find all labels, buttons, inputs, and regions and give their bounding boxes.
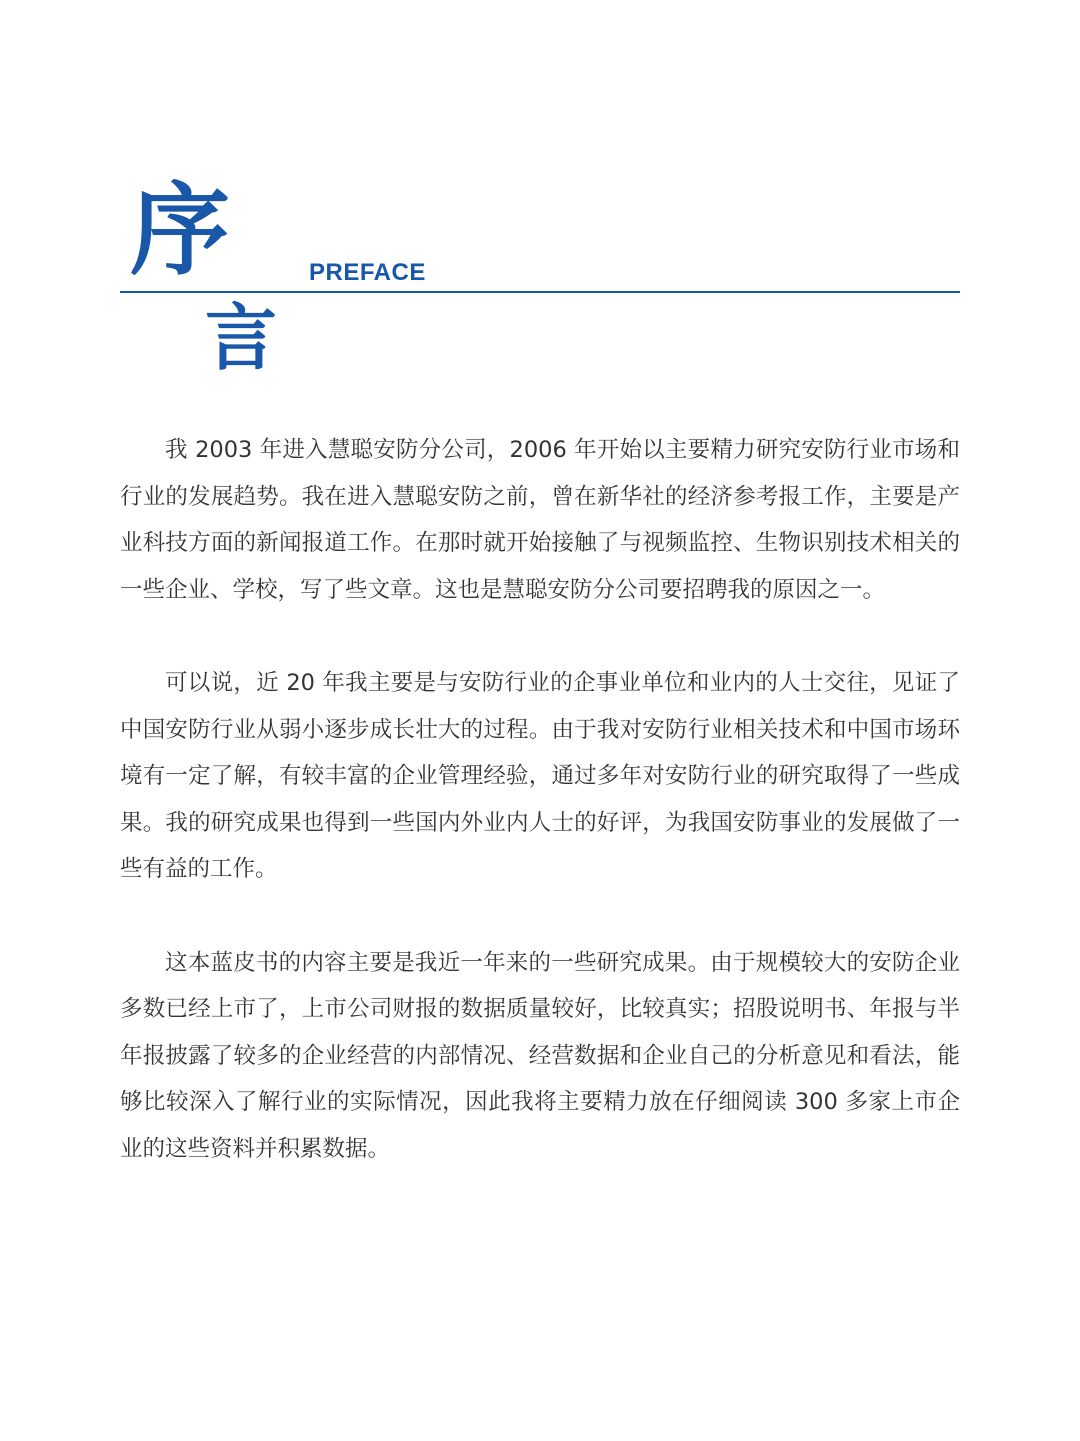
body-text [120,427,960,1219]
paragraph-3: 这本蓝皮书的内容主要是我近一年来的一些研究成果。由于规模较大的安防企业多数已经上市了，上市公司财报的数据质量较好，比较真实；招股说明书、年报与半年报披露了较多的企业经营的内部情况、经营数据和企业自己的分析意见和看法，能够比较深入了解行业的实际情况，因此我将主要精力放在仔细阅读 300 多家上市企业的这些资料并积累数据。 [120,949,960,1162]
title-char-yan: 言 [205,295,278,380]
paragraph-1: 我 2003 年进入慧聪安防分公司，2006 年开始以主要精力研究安防行业市场和行业的发展趋势。我在进入慧聪安防之前，曾在新华社的经济参考报工作，主要是产业科技方面的新闻报道工作。在那时就开始接触了与视频监控、生物识别技术相关的一些企业、学校，写了些文章。这也是慧聪安防分公司要招聘我的原因之一。 [120,437,960,603]
title-char-xu: 序 [130,171,230,289]
title-subtitle: PREFACE [309,259,426,286]
title-divider [120,291,960,293]
paragraph-2: 可以说，近 20 年我主要是与安防行业的企事业单位和业内的人士交往，见证了中国安防行业从弱小逐步成长壮大的过程。由于我对安防行业相关技术和中国市场环境有一定了解，有较丰富的企业管理经验，通过多年对安防行业的研究取得了一些成果。我的研究成果也得到一些国内外业内人士的好评，为我国安防事业的发展做了一些有益的工作。 [120,670,960,882]
